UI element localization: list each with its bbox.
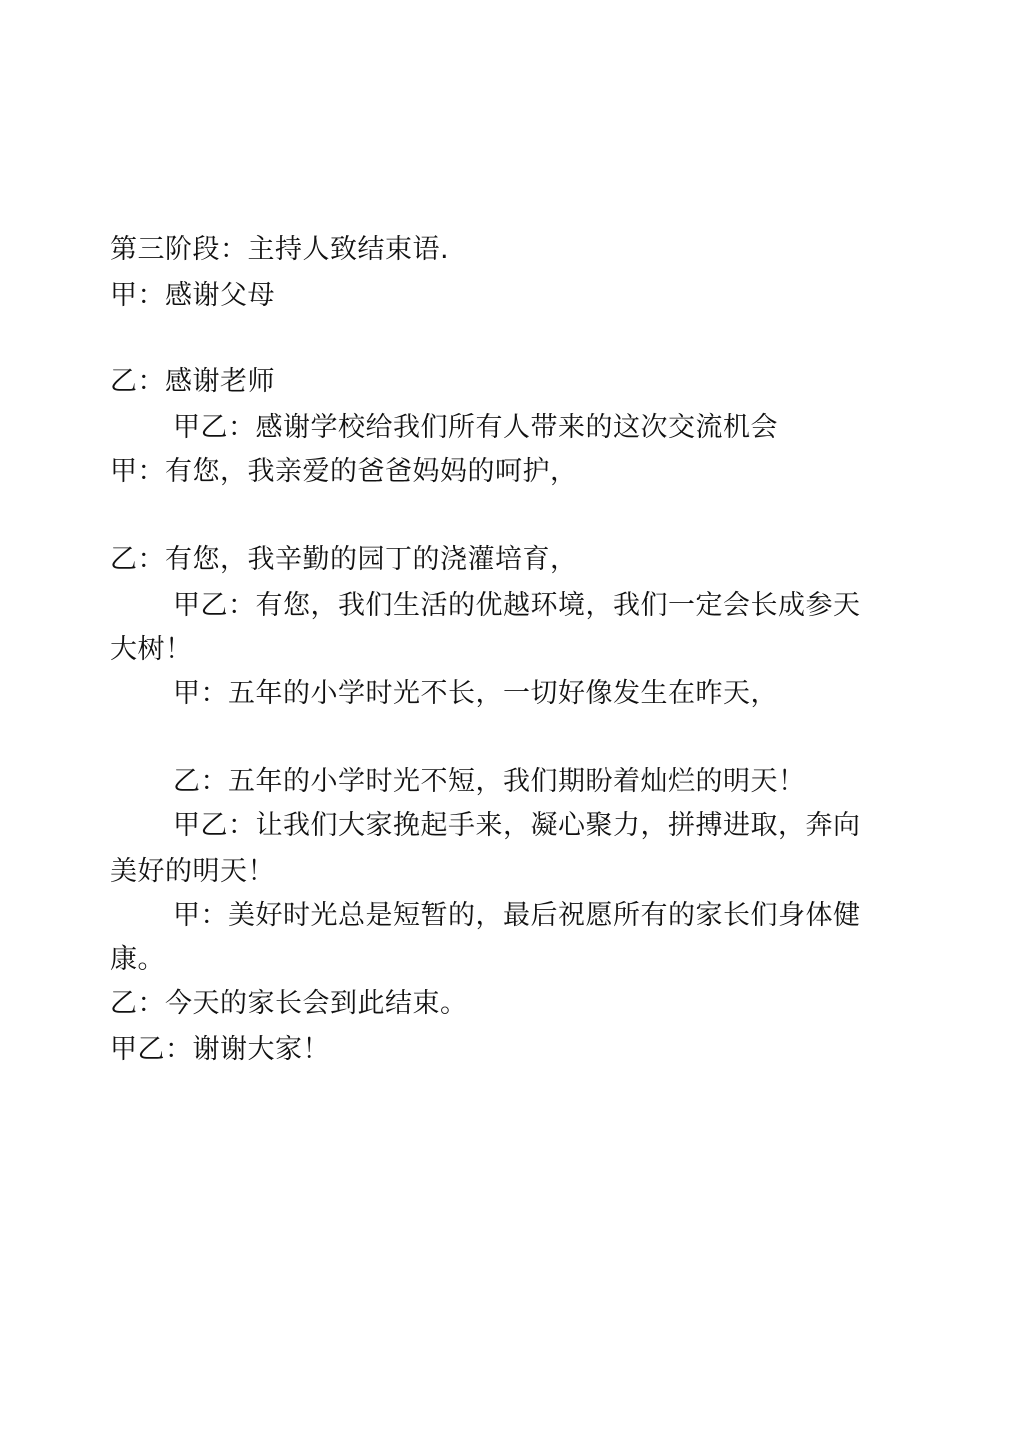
text-line: 甲：有您，我亲爱的爸爸妈妈的呵护， bbox=[110, 456, 578, 487]
text-line: 甲乙：感谢学校给我们所有人带来的这次交流机会 bbox=[173, 412, 778, 443]
text-line: 乙：感谢老师 bbox=[110, 366, 275, 397]
text-line: 甲：美好时光总是短暂的，最后祝愿所有的家长们身体健 bbox=[173, 900, 861, 931]
text-line: 乙：有您，我辛勤的园丁的浇灌培育， bbox=[110, 544, 578, 575]
text-line: 甲乙：让我们大家挽起手来，凝心聚力，拼搏进取，奔向 bbox=[173, 810, 861, 841]
text-line: 康。 bbox=[110, 944, 165, 975]
text-line: 甲乙：有您，我们生活的优越环境，我们一定会长成参天 bbox=[173, 590, 861, 621]
text-line: 甲乙：谢谢大家！ bbox=[110, 1034, 330, 1065]
text-line: 甲：感谢父母 bbox=[110, 280, 275, 311]
text-line: 大树！ bbox=[110, 634, 193, 665]
text-line: 甲：五年的小学时光不长，一切好像发生在昨天， bbox=[173, 678, 778, 709]
section-heading: 第三阶段：主持人致结束语. bbox=[110, 234, 450, 265]
text-line: 乙：今天的家长会到此结束。 bbox=[110, 988, 468, 1019]
text-line: 乙：五年的小学时光不短，我们期盼着灿烂的明天！ bbox=[173, 766, 806, 797]
text-line: 美好的明天！ bbox=[110, 856, 275, 887]
